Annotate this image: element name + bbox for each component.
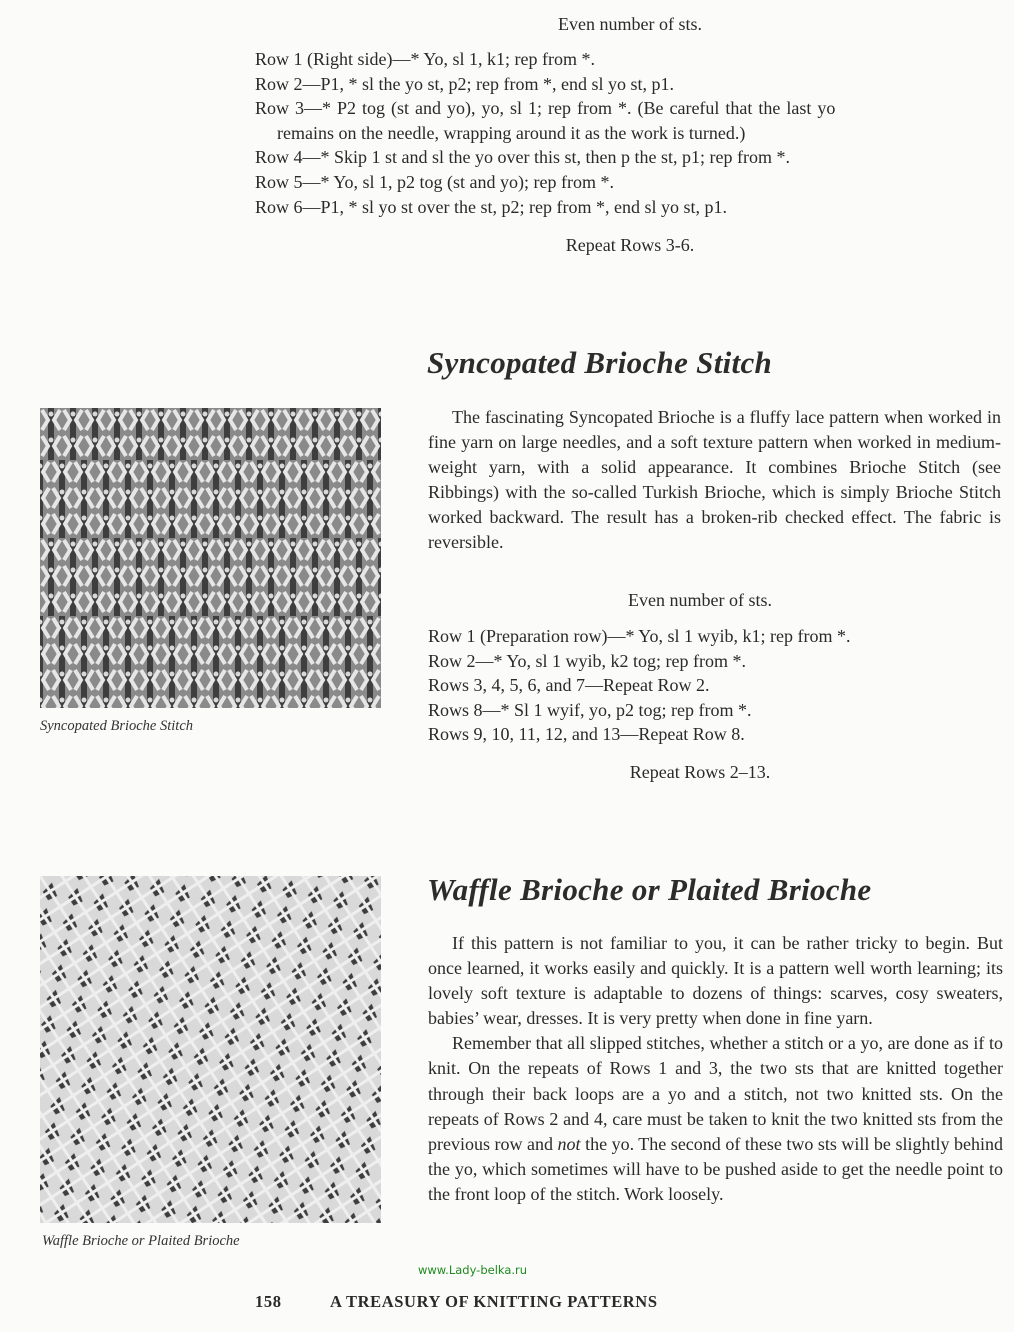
instruction-row: Rows 9, 10, 11, 12, and 13—Repeat Row 8. xyxy=(428,724,745,745)
waffle-brioche-photo xyxy=(40,876,381,1223)
instruction-row: Row 5—* Yo, sl 1, p2 tog (st and yo); rep from *. xyxy=(255,171,614,192)
instruction-row-continuation: remains on the needle, wrapping around it as the work is turned.) xyxy=(277,122,746,143)
syncopated-description-text: The fascinating Syncopated Brioche is a fluffy lace pattern when worked in fine yarn on large needles, and a soft texture pattern when worked in medium-weight yarn, with a solid appearance. It combines Brioche Stitch (see Ribbings) with the so-called Turkish Brioche, which is simply Brioche Stitch worked backward. The result has a broken-rib checked effect. The fabric is reversible. xyxy=(428,407,1001,553)
instruction-row: Row 1 (Right side)—* Yo, sl 1, k1; rep from *. xyxy=(255,49,596,69)
top-repeat-note: Repeat Rows 3-6. xyxy=(565,235,695,255)
syncopated-title: Syncopated Brioche Stitch xyxy=(427,345,773,380)
waffle-title: Waffle Brioche or Plaited Brioche xyxy=(427,872,872,907)
running-footer-book-title: A TREASURY OF KNITTING PATTERNS xyxy=(330,1292,658,1311)
instruction-row: Row 2—* Yo, sl 1 wyib, k2 tog; rep from *. xyxy=(428,650,747,671)
page-number: 158 xyxy=(255,1292,282,1311)
instruction-row: Row 4—* Skip 1 st and sl the yo over this st, then p the st, p1; rep from *. xyxy=(255,147,790,168)
waffle-paragraph-2-emphasis: not xyxy=(557,1133,581,1154)
instruction-row: Row 3—* P2 tog (st and yo), yo, sl 1; rep from *. (Be careful that the last yo xyxy=(255,98,836,119)
waffle-knit-texture xyxy=(40,876,381,1223)
syncopated-photo-caption: Syncopated Brioche Stitch xyxy=(40,718,194,734)
waffle-paragraph-2-start: Remember that all slipped stitches, whether a stitch or a yo, are done as if to knit. On the repeats of Rows 1 and 3, the two sts that are knitted together through their back loops are a yo and a stitch, not two knitted sts. On the repeats of Rows 2 and 4, care must be taken to knit the two knitted sts from the previous row and xyxy=(428,1033,1003,1154)
syncopated-repeat-note: Repeat Rows 2–13. xyxy=(629,762,771,782)
waffle-paragraph-1: If this pattern is not familiar to you, it can be rather tricky to begin. But once learned, it works easily and quickly. It is a pattern well worth learning; its lovely soft texture is adaptable to dozens of things: scarves, cosy sweaters, babies’ wear, dresses. It is very pretty when done in fine yarn. xyxy=(428,933,1003,1029)
waffle-paragraph-2-end: the yo. The second of these two sts will be slightly behind the yo, which sometimes will have to be pushed aside to get the needle point to the front loop of the stitch. Work loosely. xyxy=(428,1133,1003,1204)
waffle-paragraph-2 xyxy=(428,1031,1003,1207)
instruction-row: Row 2—P1, * sl the yo st, p2; rep from *, end sl yo st, p1. xyxy=(255,73,674,94)
instruction-row: Row 1 (Preparation row)—* Yo, sl 1 wyib, k1; rep from *. xyxy=(428,626,851,646)
waffle-description xyxy=(428,931,1003,1207)
instruction-row: Row 6—P1, * sl yo st over the st, p2; rep from *, end sl yo st, p1. xyxy=(255,196,727,217)
syncopated-row-instructions xyxy=(428,624,1008,747)
syncopated-cast-on: Even number of sts. xyxy=(628,590,772,610)
rib-knit-texture xyxy=(40,408,381,708)
watermark-link[interactable]: www.Lady-belka.ru xyxy=(418,1263,528,1277)
syncopated-description xyxy=(428,405,1001,556)
top-cast-on: Even number of sts. xyxy=(558,14,702,34)
instruction-row: Rows 3, 4, 5, 6, and 7—Repeat Row 2. xyxy=(428,675,710,696)
waffle-photo-caption: Waffle Brioche or Plaited Brioche xyxy=(42,1233,240,1249)
syncopated-brioche-photo xyxy=(40,408,381,708)
top-row-instructions xyxy=(255,47,1005,219)
instruction-row: Rows 8—* Sl 1 wyif, yo, p2 tog; rep from *. xyxy=(428,699,752,720)
